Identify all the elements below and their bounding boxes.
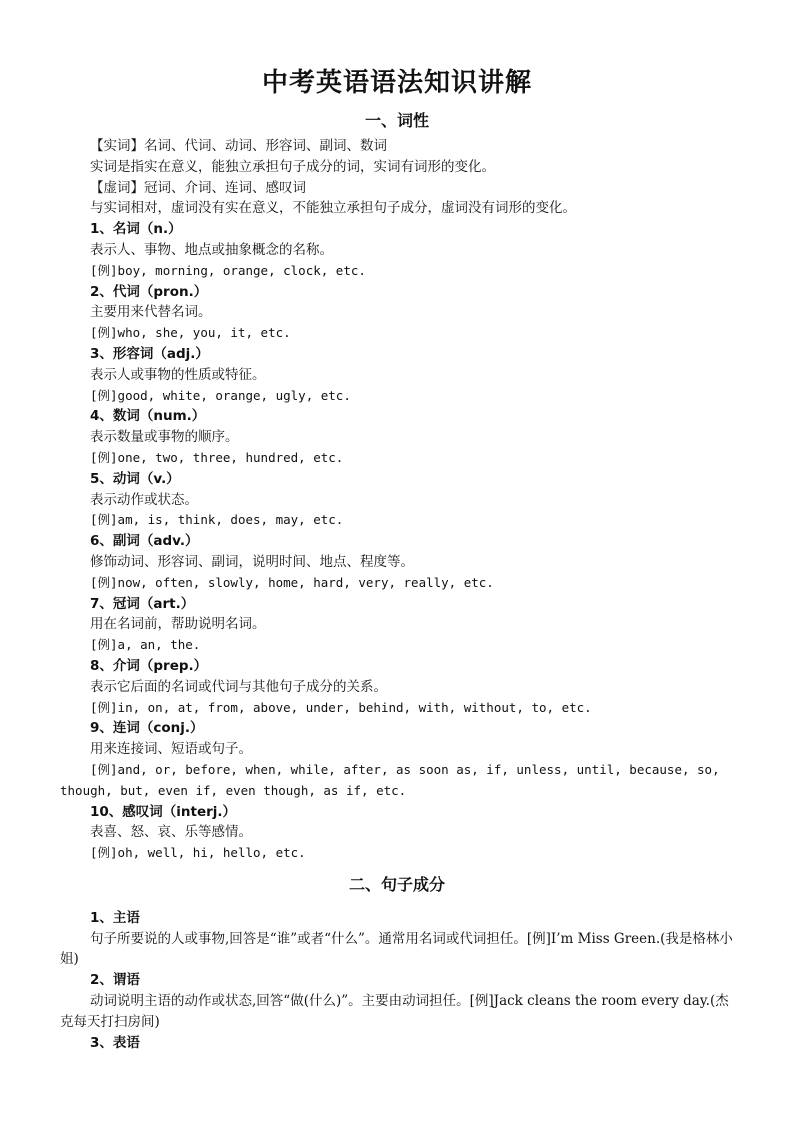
item-title: 2、代词（pron.） [90,283,208,300]
item-description: 表喜、怒、哀、乐等感情。 [90,824,252,841]
section-heading-sentence-components: 二、句子成分 [348,874,445,894]
item-title: 2、谓语 [90,972,140,989]
item-description: 表示人或事物的性质或特征。 [90,366,266,383]
item-example: [例]good, white, orange, ugly, etc. [90,387,351,403]
section-parts-of-speech [60,136,734,864]
item-title: 4、数词（num.） [90,408,206,425]
item-title: 10、感叹词（interj.） [90,803,237,820]
item-description: 表示数量或事物的顺序。 [90,429,239,446]
intro-line: 实词是指实在意义，能独立承担句子成分的词，实词有词形的变化。 [90,158,495,175]
item-title: 1、名词（n.） [90,221,182,238]
item-title: 8、介词（prep.） [90,657,208,674]
item-example: [例]oh, well, hi, hello, etc. [90,845,306,861]
item-example: [例]who, she, you, it, etc. [90,325,291,341]
item-title: 5、动词（v.） [90,470,180,487]
item-description: 用来连接词、短语或句子。 [90,741,252,758]
item-description: 表示动作或状态。 [90,491,198,508]
document-title: 中考英语语法知识讲解 [261,68,532,98]
section-sentence-components [60,908,734,1054]
item-title: 3、表语 [90,1034,140,1051]
item-title: 3、形容词（adj.） [90,345,209,362]
item-example: [例]boy, morning, orange, clock, etc. [90,262,366,278]
item-description: 表示它后面的名词或代词与其他句子成分的关系。 [90,678,387,695]
intro-line: 【实词】名词、代词、动词、形容词、副词、数词 [90,138,387,154]
item-description: 动词说明主语的动作或状态,回答“做(什么)”。主要由动词担任。[例]Jack cleans the room every day.(杰克每天打扫房间) [60,993,729,1030]
item-title: 6、副词（adv.） [90,533,199,550]
item-description: 句子所要说的人或事物,回答是“谁”或者“什么”。通常用名词或代词担任。[例]I’m Miss Green.(我是格林小姐) [60,930,733,968]
item-title: 7、冠词（art.） [90,595,195,612]
item-description: 主要用来代替名词。 [90,304,212,321]
section-heading-parts-of-speech: 一、词性 [364,111,429,130]
intro-line: 【虚词】冠词、介词、连词、感叹词 [90,179,306,196]
item-example: [例]am, is, think, does, may, etc. [90,512,344,528]
item-example: [例]one, two, three, hundred, etc. [90,449,344,465]
item-title: 9、连词（conj.） [90,720,204,737]
item-example: [例]now, often, slowly, home, hard, very, really, etc. [90,574,494,590]
intro-line: 与实词相对，虚词没有实在意义，不能独立承担句子成分，虚词没有词形的变化。 [90,200,576,217]
item-description: 用在名词前，帮助说明名词。 [90,616,266,633]
item-description: 表示人、事物、地点或抽象概念的名称。 [90,241,333,258]
item-description: 修饰动词、形容词、副词，说明时间、地点、程度等。 [90,553,414,570]
item-example: [例]in, on, at, from, above, under, behind, with, without, to, etc. [90,699,592,715]
item-title: 1、主语 [90,909,140,926]
item-example: [例]and, or, before, when, while, after, as soon as, if, unless, until, because, so, though, but, even if, even though, as if, etc. [60,761,720,798]
item-example: [例]a, an, the. [90,637,201,653]
